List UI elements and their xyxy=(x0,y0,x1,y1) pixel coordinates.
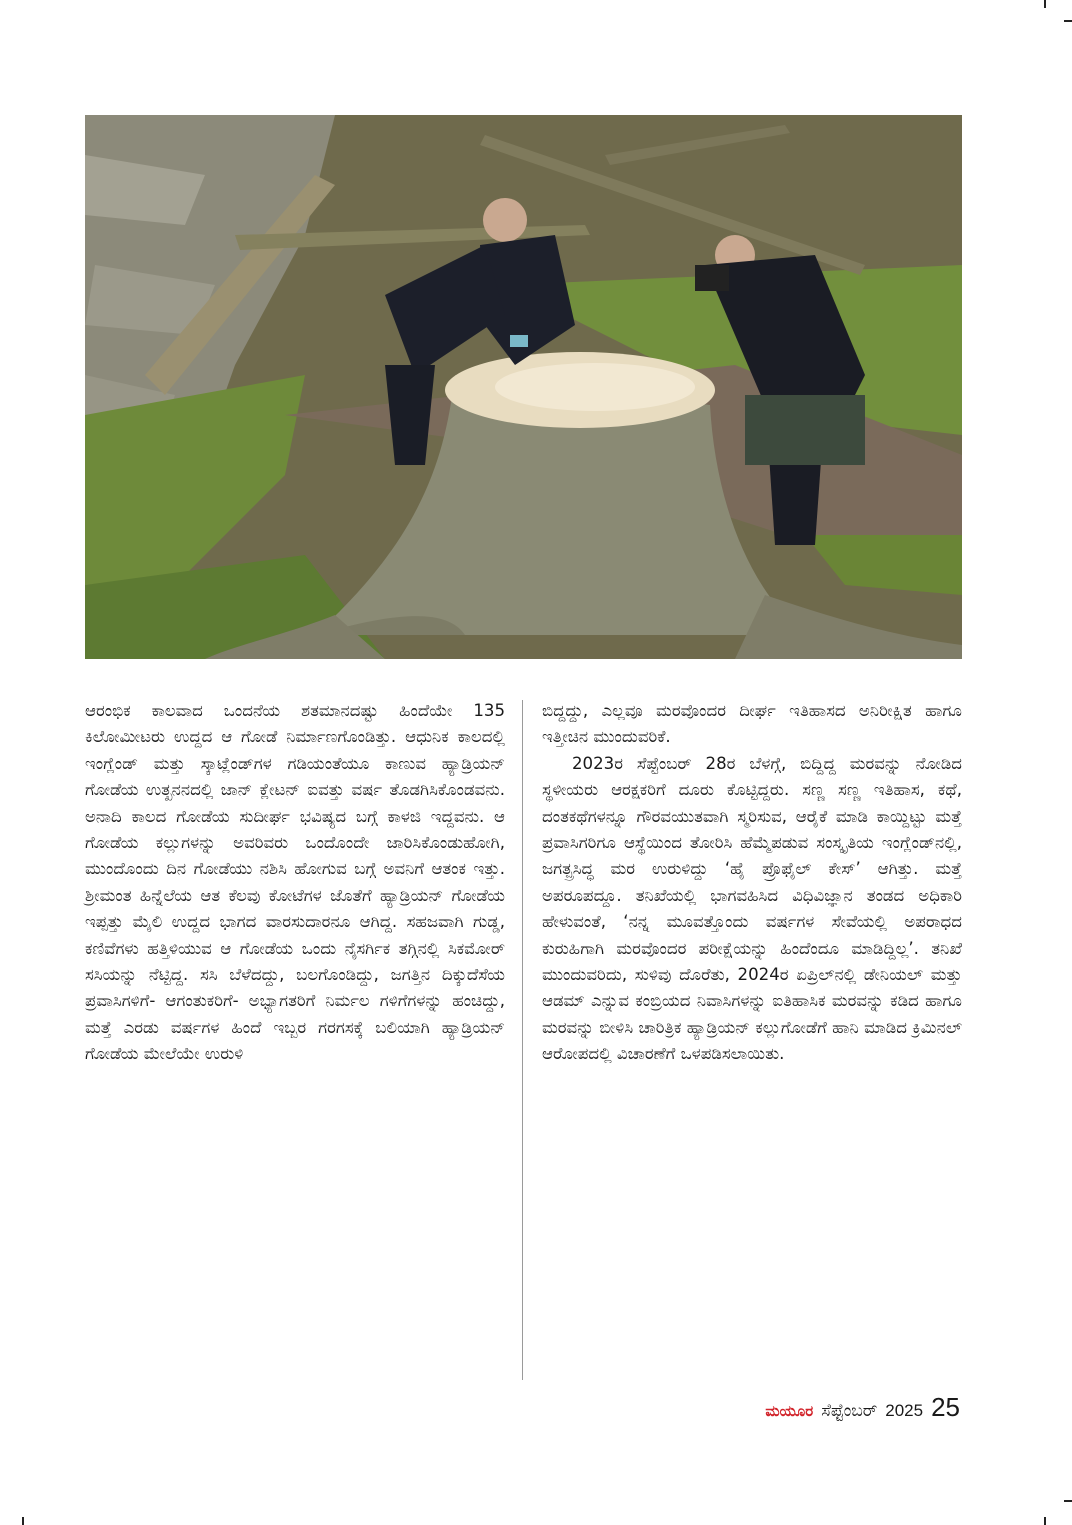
magazine-name: ಮಯೂರ xyxy=(765,1402,814,1420)
crop-mark-right-upper xyxy=(1064,20,1072,22)
article-column-right xyxy=(542,698,962,1068)
article-paragraph: 2023ರ ಸೆಪ್ಟೆಂಬರ್ 28ರ ಬೆಳಗ್ಗೆ, ಬಿದ್ದಿದ್ದ ಮರವನ್ನು ನೋಡಿದ ಸ್ಥಳೀಯರು ಆರಕ್ಷಕರಿಗೆ ದೂರು ಕೊಟ್ಟಿದ್ದರು. ಸಣ್ಣ ಸಣ್ಣ ಇತಿಹಾಸ, ಕಥೆ, ದಂತಕಥೆಗಳನ್ನೂ ಗೌರವಯುತವಾಗಿ ಸ್ಮರಿಸುವ, ಆರೈಕೆ ಮಾಡಿ ಕಾಯ್ದಿಟ್ಟು ಮತ್ತೆ ಪ್ರವಾಸಿಗರಿಗೂ ಆಸ್ಥೆಯಿಂದ ತೋರಿಸಿ ಹೆಮ್ಮೆಪಡುವ ಸಂಸ್ಕೃತಿಯ ಇಂಗ್ಲೆಂಡ್‌ನಲ್ಲಿ, ಜಗತ್ಪ್ರಸಿದ್ಧ ಮರ ಉರುಳಿದ್ದು ‘ಹೈ ಪ್ರೊಫೈಲ್ ಕೇಸ್’ ಆಗಿತ್ತು. ಮತ್ತೆ ಅಪರೂಪದ್ದೂ. ತನಿಖೆಯಲ್ಲಿ ಭಾಗವಹಿಸಿದ ವಿಧಿವಿಜ್ಞಾನ ತಂಡದ ಅಧಿಕಾರಿ ಹೇಳುವಂತೆ, ‘ನನ್ನ ಮೂವತ್ತೊಂದು ವರ್ಷಗಳ ಸೇವೆಯಲ್ಲಿ ಅಪರಾಧದ ಕುರುಹಿಗಾಗಿ ಮರವೊಂದರ ಪರೀಕ್ಷೆಯನ್ನು ಹಿಂದೆಂದೂ ಮಾಡಿದ್ದಿಲ್ಲ’. ತನಿಖೆ ಮುಂದುವರಿದು, ಸುಳಿವು ದೊರೆತು, 2024ರ ಏಪ್ರಿಲ್‌ನಲ್ಲಿ ಡೇನಿಯಲ್ ಮತ್ತು ಆಡಮ್ ಎನ್ನುವ ಕಂಬ್ರಿಯದ ನಿವಾಸಿಗಳನ್ನು ಐತಿಹಾಸಿಕ ಮರವನ್ನು ಕಡಿದ ಹಾಗೂ ಮರವನ್ನು ಬೀಳಿಸಿ ಚಾರಿತ್ರಿಕ ಹ್ಯಾಡ್ರಿಯನ್ ಕಲ್ಲುಗೋಡೆಗೆ ಹಾನಿ ಮಾಡಿದ ಕ್ರಿಮಿನಲ್ ಆರೋಪದಲ್ಲಿ ವಿಚಾರಣೆಗೆ ಒಳಪಡಿಸಲಾಯಿತು. xyxy=(542,753,962,1064)
tree-stump-illustration xyxy=(85,115,962,659)
column-divider xyxy=(522,700,523,1380)
article-photo xyxy=(85,115,962,659)
crop-mark-top-right xyxy=(1044,0,1046,8)
article-paragraph: ಬಿದ್ದದ್ದು, ಎಲ್ಲವೂ ಮರವೊಂದರ ದೀರ್ಘ ಇತಿಹಾಸದ ಅನಿರೀಕ್ಷಿತ ಹಾಗೂ ಇತ್ತೀಚಿನ ಮುಂದುವರಿಕೆ. xyxy=(542,701,962,747)
crop-mark-bottom-right xyxy=(1044,1517,1046,1525)
issue-month: ಸೆಪ್ಟೆಂಬರ್ xyxy=(821,1401,878,1421)
page-number: 25 xyxy=(931,1392,960,1422)
article-paragraph: ಆರಂಭಿಕ ಕಾಲವಾದ ಒಂದನೆಯ ಶತಮಾನದಷ್ಟು ಹಿಂದೆಯೇ 135 ಕಿಲೋಮೀಟರು ಉದ್ದದ ಆ ಗೋಡೆ ನಿರ್ಮಾಣಗೊಂಡಿತ್ತು. ಆಧುನಿಕ ಕಾಲದಲ್ಲಿ ಇಂಗ್ಲೆಂಡ್ ಮತ್ತು ಸ್ಕಾಟ್ಲೆಂಡ್‌ಗಳ ಗಡಿಯಂತೆಯೂ ಕಾಣುವ ಹ್ಯಾಡ್ರಿಯನ್ ಗೋಡೆಯ ಉತ್ಖನನದಲ್ಲಿ ಜಾನ್ ಕ್ಲೇಟನ್ ಐವತ್ತು ವರ್ಷ ತೊಡಗಿಸಿಕೊಂಡವನು. ಅನಾದಿ ಕಾಲದ ಗೋಡೆಯ ಸುದೀರ್ಘ ಭವಿಷ್ಯದ ಬಗ್ಗೆ ಕಾಳಜಿ ಇದ್ದವನು. ಆ ಗೋಡೆಯ ಕಲ್ಲುಗಳನ್ನು ಅವರಿವರು ಒಂದೊಂದೇ ಜಾರಿಸಿಕೊಂಡುಹೋಗಿ, ಮುಂದೊಂದು ದಿನ ಗೋಡೆಯು ನಶಿಸಿ ಹೋಗುವ ಬಗ್ಗೆ ಅವನಿಗೆ ಆತಂಕ ಇತ್ತು. ಶ್ರೀಮಂತ ಹಿನ್ನೆಲೆಯ ಆತ ಕೆಲವು ಕೋಟೆಗಳ ಜೊತೆಗೆ ಹ್ಯಾಡ್ರಿಯನ್ ಗೋಡೆಯ ಇಪ್ಪತ್ತು ಮೈಲಿ ಉದ್ದದ ಭಾಗದ ವಾರಸುದಾರನೂ ಆಗಿದ್ದ. ಸಹಜವಾಗಿ ಗುಡ್ಡ, ಕಣಿವೆಗಳು ಹತ್ತಿಳಿಯುವ ಆ ಗೋಡೆಯ ಒಂದು ನೈಸರ್ಗಿಕ ತಗ್ಗಿನಲ್ಲಿ ಸಿಕಮೋರ್ ಸಸಿಯನ್ನು ನೆಟ್ಟಿದ್ದ. ಸಸಿ ಬೆಳೆದದ್ದು, ಬಲಗೊಂಡಿದ್ದು, ಜಗತ್ತಿನ ದಿಕ್ಕುದೆಸೆಯ ಪ್ರವಾಸಿಗಳಿಗೆ- ಆಗಂತುಕರಿಗೆ- ಅಭ್ಯಾಗತರಿಗೆ ನಿರ್ಮಲ ಗಳಿಗೆಗಳನ್ನು ಹಂಚಿದ್ದು, ಮತ್ತೆ ಎರಡು ವರ್ಷಗಳ ಹಿಂದೆ ಇಬ್ಬರ ಗರಗಸಕ್ಕೆ ಬಲಿಯಾಗಿ ಹ್ಯಾಡ್ರಿಯನ್ ಗೋಡೆಯ ಮೇಲೆಯೇ ಉರುಳಿ xyxy=(85,701,505,1064)
issue-year: 2025 xyxy=(885,1401,924,1420)
article-column-left xyxy=(85,698,505,1068)
page-footer xyxy=(765,1392,960,1423)
crop-mark-right-lower xyxy=(1064,1500,1072,1502)
crop-mark-bottom-left xyxy=(22,1517,24,1525)
